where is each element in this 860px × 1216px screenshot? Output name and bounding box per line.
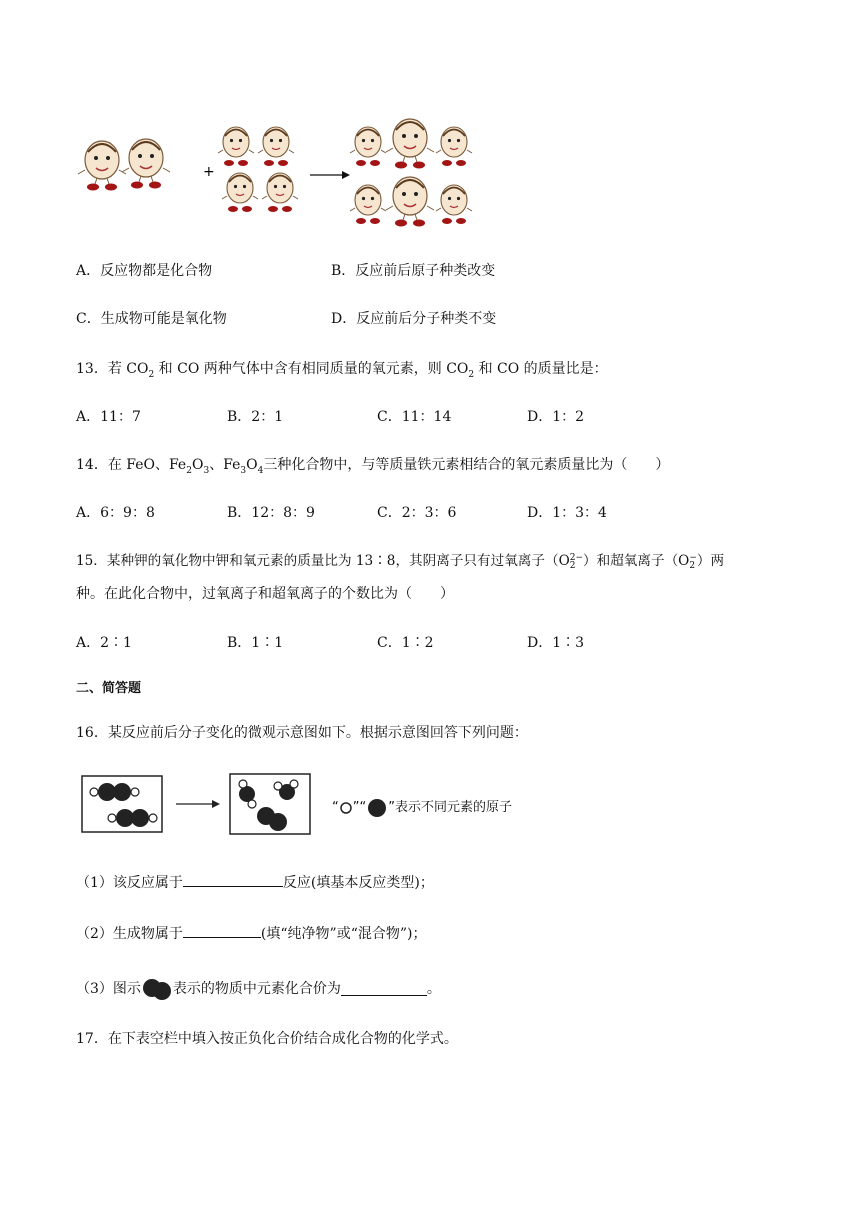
diatomic-molecule-icon (141, 977, 173, 1001)
answer-blank-1[interactable] (183, 873, 283, 887)
q15-option-c[interactable]: C．1∶2 (377, 635, 434, 651)
q15-option-b[interactable]: B．1∶1 (227, 635, 284, 651)
q16-subquestion-2: （2）生成物属于 (填“纯净物”或“混合物”)； (76, 926, 427, 942)
product-molecules (350, 119, 472, 227)
white-atom-icon (339, 801, 353, 815)
q13-option-c[interactable]: C．11：14 (377, 409, 452, 425)
q15-option-a[interactable]: A．2∶1 (76, 635, 132, 651)
q14-option-a[interactable]: A．6：9：8 (76, 505, 155, 521)
q15-stem-line1: 15．某种钾的氧化物中钾和氧元素的质量比为 13∶8，其阴离子只有过氧离子（O 2− 2 ）和超氧离子（O − 2 ）两 (76, 552, 725, 571)
answer-blank-2[interactable] (183, 924, 261, 938)
q12-option-d[interactable]: D．反应前后分子种类不变 (331, 311, 497, 327)
section-heading: 二、简答题 (76, 681, 142, 696)
q12-reaction-figure (70, 108, 500, 228)
q16-molecule-diagram (80, 772, 320, 836)
q16-legend: “ ”“ ”表示不同元素的原子 (332, 797, 512, 819)
answer-blank-3[interactable] (341, 982, 427, 996)
q12-option-b[interactable]: B．反应前后原子种类改变 (331, 263, 496, 279)
reaction-arrow (176, 800, 220, 808)
q14-option-d[interactable]: D．1：3：4 (527, 505, 607, 521)
q16-subquestion-1: （1）该反应属于 反应(填基本反应类型)； (76, 875, 434, 891)
q13-option-d[interactable]: D．1：2 (527, 409, 585, 425)
plus-sign: + (203, 164, 215, 180)
q17-stem: 17．在下表空栏中填入按正负化合价结合成化合物的化学式。 (76, 1031, 458, 1047)
q15-option-d[interactable]: D．1∶3 (527, 635, 585, 651)
q13-option-b[interactable]: B．2：1 (227, 409, 284, 425)
black-atom-icon (366, 797, 388, 819)
q12-option-a[interactable]: A．反应物都是化合物 (76, 263, 213, 279)
q13-stem: 13．若 $CO_2$ 和 CO 两种气体中含有相同质量的氧元素，则 $CO_2$ 和 CO 的质量比是： (76, 361, 608, 380)
q15-stem-line2: 种。在此化合物中，过氧离子和超氧离子的个数比为（ ） (76, 586, 454, 602)
q16-stem: 16．某反应前后分子变化的微观示意图如下。根据示意图回答下列问题： (76, 725, 528, 741)
reaction-arrow (310, 171, 350, 179)
reactant-molecule-2 (218, 127, 298, 212)
reactant-molecule-1 (78, 139, 170, 191)
q14-option-c[interactable]: C．2：3：6 (377, 505, 457, 521)
q12-option-c[interactable]: C．生成物可能是氧化物 (76, 311, 227, 327)
q13-option-a[interactable]: A．11：7 (76, 409, 141, 425)
q16-subquestion-3: （3）图示 表示的物质中元素化合价为 。 (76, 977, 441, 1001)
q14-stem: 14．在 FeO、$Fe_2O_3$、$Fe_3O_4$三种化合物中，与等质量铁元素相结合的氧元素质量比为（ ） (76, 457, 670, 476)
q14-option-b[interactable]: B．12：8：9 (227, 505, 315, 521)
